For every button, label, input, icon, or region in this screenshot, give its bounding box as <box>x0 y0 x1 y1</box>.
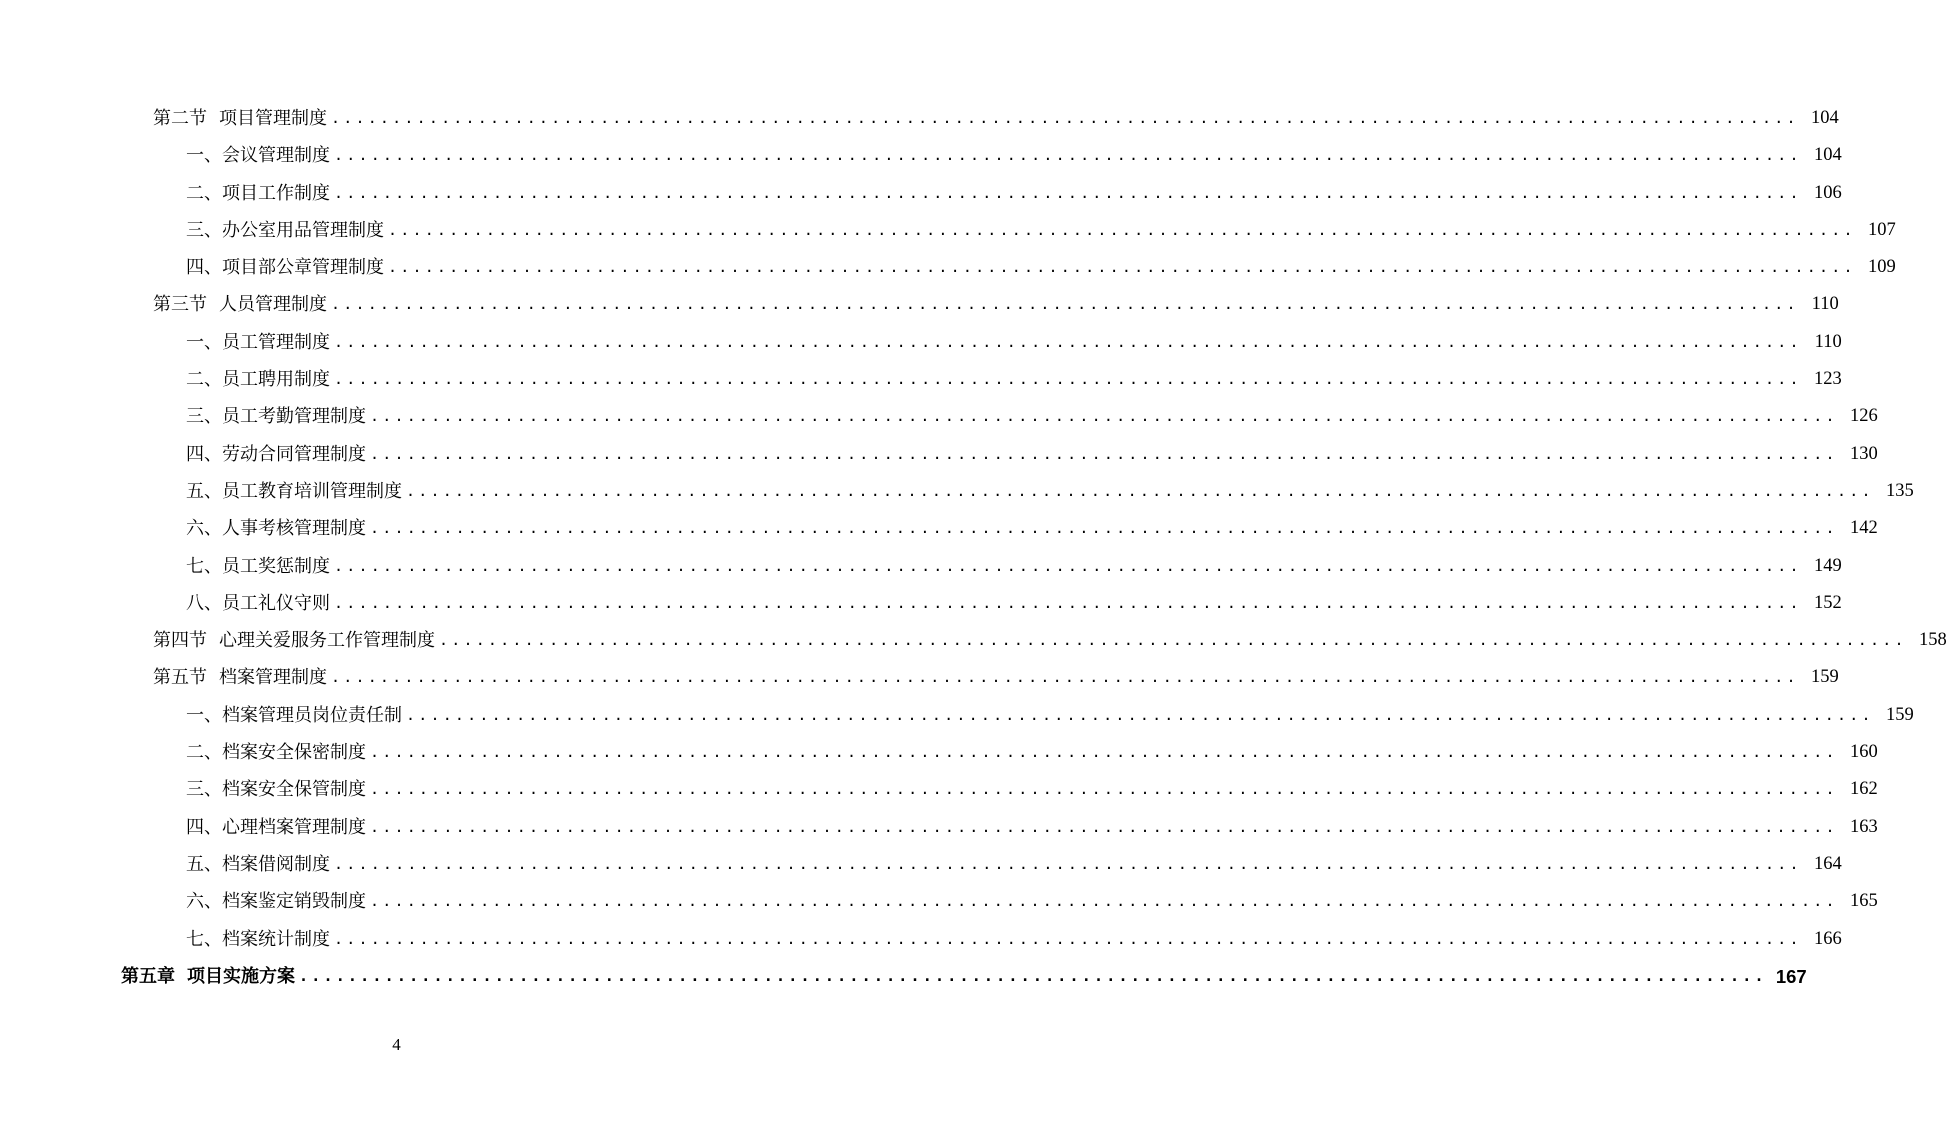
toc-entry-prefix: 四、 <box>186 816 222 838</box>
toc-entry-item[interactable] <box>0 771 1878 808</box>
toc-entry-section[interactable] <box>0 100 1839 137</box>
toc-entry-title: 档案安全保密制度 <box>222 742 366 764</box>
toc-entry-title: 员工教育培训管理制度 <box>222 480 402 502</box>
dot-leader: ........................................................................................................................ <box>299 966 1767 985</box>
toc-entry-title: 劳动合同管理制度 <box>222 443 366 465</box>
toc-entry-item[interactable] <box>0 883 1878 920</box>
toc-entry-label <box>186 361 330 398</box>
toc-entry-page: 165 <box>1849 891 1878 912</box>
toc-entry-prefix: 七、 <box>186 928 222 950</box>
toc-entry-prefix: 四、 <box>186 443 222 465</box>
toc-entry-label <box>121 958 295 995</box>
dot-leader: ........................................................................................................................ <box>331 109 1799 127</box>
dot-leader: ........................................................................................................................ <box>370 519 1838 538</box>
toc-entry-label <box>186 398 366 435</box>
toc-entry-label <box>186 249 384 286</box>
toc-entry-page: 135 <box>1885 480 1914 501</box>
toc-entry-prefix: 一、 <box>186 145 222 167</box>
toc-entry-title: 档案管理制度 <box>219 667 327 689</box>
toc-entry-label <box>186 809 366 846</box>
toc-entry-title: 会议管理制度 <box>222 145 330 167</box>
dot-leader: ........................................................................................................................ <box>334 854 1802 873</box>
toc-entry-page: 110 <box>1814 331 1842 352</box>
toc-entry-prefix: 第五章 <box>121 965 175 987</box>
toc-entry-label <box>153 286 327 323</box>
toc-entry-prefix: 二、 <box>186 742 222 764</box>
toc-entry-label <box>186 921 330 958</box>
toc-entry-title: 心理档案管理制度 <box>222 816 366 838</box>
toc-entry-page: 142 <box>1849 518 1878 539</box>
toc-entry-item[interactable] <box>0 734 1878 771</box>
toc-entry-title: 档案借阅制度 <box>222 853 330 875</box>
dot-leader: ........................................................................................................................ <box>334 183 1802 202</box>
dot-leader: ........................................................................................................................ <box>334 332 1802 351</box>
toc-entry-prefix: 六、 <box>186 518 222 540</box>
dot-leader: ........................................................................................................................ <box>370 444 1838 463</box>
toc-entry-item[interactable] <box>0 548 1842 585</box>
toc-entry-item[interactable] <box>0 137 1842 174</box>
toc-entry-label <box>186 585 330 622</box>
toc-entry-item[interactable] <box>0 921 1842 958</box>
toc-entry-prefix: 五、 <box>186 480 222 502</box>
toc-entry-label <box>186 137 330 174</box>
toc-entry-page: 123 <box>1813 369 1842 390</box>
toc-entry-label <box>186 771 366 808</box>
toc-entry-page: 152 <box>1813 592 1842 613</box>
toc-entry-prefix: 四、 <box>186 257 222 279</box>
table-of-contents <box>0 100 1947 995</box>
toc-entry-item[interactable] <box>0 473 1914 510</box>
toc-entry-label <box>186 473 402 510</box>
toc-entry-title: 员工聘用制度 <box>222 369 330 391</box>
toc-entry-prefix: 三、 <box>186 779 222 801</box>
toc-entry-section[interactable] <box>0 286 1839 323</box>
toc-entry-title: 档案统计制度 <box>222 928 330 950</box>
toc-entry-item[interactable] <box>0 809 1878 846</box>
dot-leader: ........................................................................................................................ <box>334 593 1802 612</box>
dot-leader: ........................................................................................................................ <box>406 481 1874 500</box>
toc-entry-item[interactable] <box>0 846 1842 883</box>
toc-entry-page: 126 <box>1849 406 1878 427</box>
toc-entry-label <box>153 659 327 696</box>
toc-entry-label <box>153 622 435 659</box>
toc-entry-prefix: 六、 <box>186 891 222 913</box>
toc-entry-page: 159 <box>1885 704 1914 725</box>
toc-entry-label <box>186 510 366 547</box>
toc-entry-title: 项目部公章管理制度 <box>222 257 384 279</box>
toc-entry-prefix: 一、 <box>186 704 222 726</box>
toc-entry-title: 档案管理员岗位责任制 <box>222 704 402 726</box>
toc-entry-item[interactable] <box>0 175 1842 212</box>
toc-entry-label <box>186 436 366 473</box>
toc-entry-page: 110 <box>1811 294 1839 315</box>
toc-entry-prefix: 第二节 <box>153 108 207 129</box>
toc-entry-item[interactable] <box>0 324 1842 361</box>
toc-entry-prefix: 第三节 <box>153 294 207 316</box>
toc-entry-title: 人事考核管理制度 <box>222 518 366 540</box>
toc-entry-page: 164 <box>1813 853 1842 874</box>
toc-entry-prefix: 二、 <box>186 369 222 391</box>
toc-entry-page: 104 <box>1810 108 1839 128</box>
toc-entry-title: 项目工作制度 <box>222 182 330 204</box>
dot-leader: ........................................................................................................................ <box>370 780 1838 799</box>
toc-entry-prefix: 三、 <box>186 219 222 241</box>
dot-leader: ........................................................................................................................ <box>331 668 1799 687</box>
page-number: 4 <box>392 1035 401 1054</box>
toc-entry-title: 员工奖惩制度 <box>222 555 330 577</box>
toc-entry-prefix: 三、 <box>186 406 222 428</box>
dot-leader: ........................................................................................................................ <box>370 407 1838 426</box>
dot-leader: ........................................................................................................................ <box>406 705 1874 724</box>
toc-entry-page: 109 <box>1867 257 1896 278</box>
toc-entry-page: 104 <box>1813 145 1842 166</box>
toc-entry-page: 166 <box>1813 928 1842 949</box>
toc-entry-title: 办公室用品管理制度 <box>222 219 384 241</box>
toc-entry-page: 158 <box>1918 630 1947 651</box>
dot-leader: ........................................................................................................................ <box>439 631 1907 650</box>
toc-entry-page: 106 <box>1813 182 1842 203</box>
toc-entry-section[interactable] <box>0 659 1839 696</box>
dot-leader: ........................................................................................................................ <box>334 146 1802 165</box>
dot-leader: ........................................................................................................................ <box>334 556 1802 575</box>
toc-entry-item[interactable] <box>0 212 1896 249</box>
toc-entry-label <box>186 324 330 361</box>
dot-leader: ........................................................................................................................ <box>370 743 1838 762</box>
toc-entry-label <box>186 734 366 771</box>
toc-entry-label <box>186 212 384 249</box>
toc-entry-prefix: 七、 <box>186 555 222 577</box>
toc-entry-title: 员工礼仪守则 <box>222 592 330 614</box>
toc-entry-item[interactable] <box>0 361 1842 398</box>
toc-entry-title: 档案鉴定销毁制度 <box>222 891 366 913</box>
toc-entry-chapter[interactable] <box>0 958 1807 995</box>
toc-entry-page: 107 <box>1867 219 1896 240</box>
dot-leader: ........................................................................................................................ <box>331 295 1799 314</box>
toc-entry-title: 项目管理制度 <box>219 108 327 129</box>
toc-entry-label <box>186 548 330 585</box>
toc-entry-item[interactable] <box>0 585 1842 622</box>
dot-leader: ........................................................................................................................ <box>388 220 1856 239</box>
toc-entry-prefix: 第四节 <box>153 630 207 652</box>
toc-entry-prefix: 二、 <box>186 182 222 204</box>
toc-entry-prefix: 第五节 <box>153 667 207 689</box>
toc-entry-page: 162 <box>1849 779 1878 800</box>
toc-entry-prefix: 八、 <box>186 592 222 614</box>
toc-entry-prefix: 一、 <box>186 331 222 353</box>
toc-entry-label <box>153 100 327 137</box>
toc-entry-title: 心理关爱服务工作管理制度 <box>219 630 435 652</box>
toc-entry-page: 160 <box>1849 742 1878 763</box>
toc-entry-title: 人员管理制度 <box>219 294 327 316</box>
toc-entry-title: 员工管理制度 <box>222 331 330 353</box>
toc-entry-label <box>186 883 366 920</box>
dot-leader: ........................................................................................................................ <box>370 817 1838 836</box>
toc-entry-title: 项目实施方案 <box>187 965 295 987</box>
toc-entry-section[interactable] <box>0 622 1947 659</box>
dot-leader: ........................................................................................................................ <box>388 258 1856 277</box>
dot-leader: ........................................................................................................................ <box>334 370 1802 389</box>
toc-entry-page: 159 <box>1810 667 1839 688</box>
toc-entry-label <box>186 697 402 734</box>
toc-entry-prefix: 五、 <box>186 853 222 875</box>
toc-entry-label <box>186 846 330 883</box>
toc-entry-item[interactable] <box>0 249 1896 286</box>
dot-leader: ........................................................................................................................ <box>370 892 1838 911</box>
toc-entry-title: 档案安全保管制度 <box>222 779 366 801</box>
toc-entry-page: 149 <box>1813 555 1842 576</box>
toc-entry-page: 130 <box>1849 443 1878 464</box>
toc-entry-page: 163 <box>1849 816 1878 837</box>
toc-entry-item[interactable] <box>0 510 1878 547</box>
toc-entry-item[interactable] <box>0 398 1878 435</box>
toc-entry-item[interactable] <box>0 436 1878 473</box>
toc-entry-title: 员工考勤管理制度 <box>222 406 366 428</box>
toc-entry-label <box>186 175 330 212</box>
toc-entry-page: 167 <box>1775 965 1807 987</box>
dot-leader: ........................................................................................................................ <box>334 929 1802 948</box>
toc-entry-item[interactable] <box>0 697 1914 734</box>
